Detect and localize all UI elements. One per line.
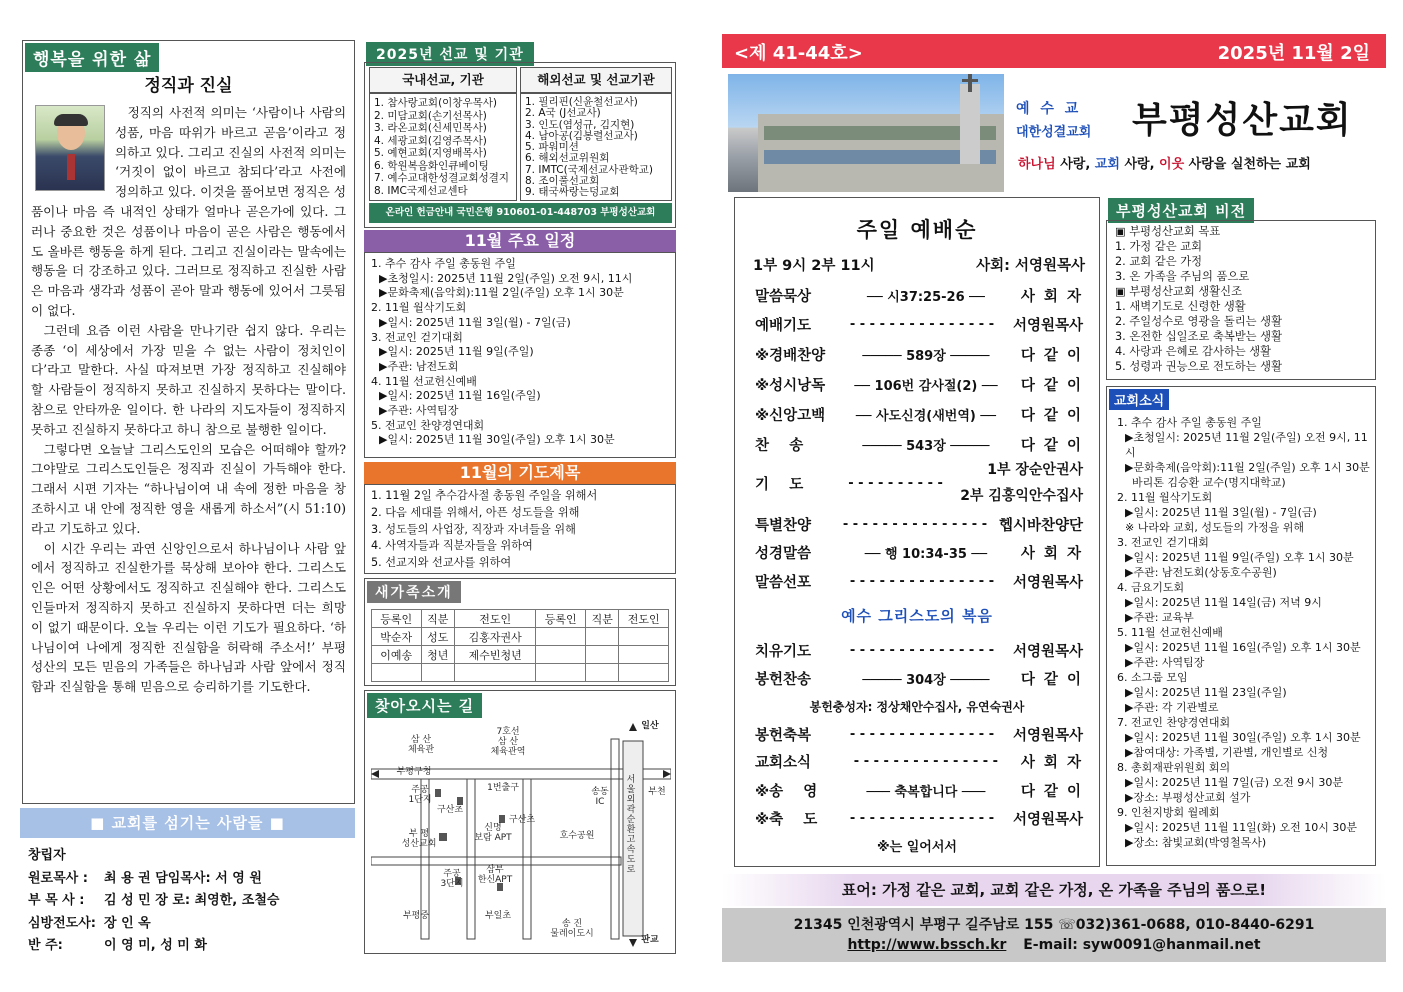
list-item: 1. 참사랑교회(이창우목사) [374, 97, 497, 109]
creed-header: ▣ 부평성산교회 생활신조 [1115, 285, 1242, 298]
essay-title: 정직과 진실 [144, 76, 233, 96]
map-label: 구산초 [508, 815, 536, 825]
offering-account: 온라인 헌금안내 국민은행 910601-01-448703 부평성산교회 [369, 203, 672, 223]
servant-row: 원로목사 : 최 용 권 담임목사: 서 영 원 [28, 870, 262, 886]
slogan-bar: 표어: 가정 같은 교회, 교회 같은 가정, 온 가족을 주님의 품으로! [722, 874, 1386, 906]
standing-note: ※는 일어서서 [877, 840, 957, 855]
map-label: 삼 산 체육관 [407, 735, 435, 755]
essay-paragraph: 그렇다면 오늘날 그리스도인의 모습은 어떠해야 할까? 그야말로 그리스도인들은 정직과 진실이 가득해야 한다. 그래서 시편 기자는 “하나님이여 내 속에 정한 마음을 창조하시고 내 안에 정직한 영을 새롭게 하소서”(시 51:10)라고 기도하고 있다. [31, 441, 346, 536]
list-item: 6. 학원복음화인큐베이팅 [374, 159, 489, 172]
list-item: 6. 해외선교위원회 [525, 152, 610, 165]
prayer-item: 5. 선교지와 선교사를 위하여 [371, 556, 512, 570]
list-item: 7. IMTC(국제선교사관학교) [525, 163, 653, 176]
creed-item: 2. 주일성수로 영광을 돌리는 생활 [1115, 315, 1283, 328]
news-item: 9. 인천지방회 월례회 [1117, 806, 1220, 819]
church-address: 21345 인천광역시 부평구 길주남로 155 ☏032)361-0688, 010-8440-6291 [793, 917, 1315, 933]
servant-row: 부 목 사 : 김 성 민 장 로: 최영한, 조철승 [28, 893, 280, 908]
worship-row: 봉헌찬송 ───── 304장 ───── 다 같 이 [755, 671, 1083, 688]
worship-row: ※신앙고백 ── 사도신경(새번역) ── 다 같 이 [755, 407, 1083, 424]
map-title: 찾아오시는 길 [367, 693, 482, 718]
table-header-row: 등록인 직분 전도인 등록인 직분 전도인 [372, 610, 669, 628]
essay-paragraph: 이 시간 우리는 과연 신앙인으로서 하나님이나 사람 앞에서 정직하고 진실한가를 묵상해 보아야 한다. 그리스도인은 어떤 상황에서도 정직하고 진실해야 한다. 그리스도인들마저 정직하지 못하고 진실하지 못하다면 더는 희망이 없기 때문이다. 오늘 우리는 이런 기도가 필요하다. ‘하나님이여 나에게 정직한 진실함을 허락해 주소서!’ 부평 성산의 모든 믿음의 가족들은 하나님과 사람 앞에서 정직함과 진실함을 통해 믿음으로 승리하기를 기도한다. [31, 540, 346, 695]
issue-number: <제 41-44호> [734, 43, 863, 64]
list-item: 7. 예수교대한성결교회성결지 [374, 172, 510, 184]
offering-note: 봉헌충성자: 정상채안수집사, 유연숙권사 [809, 700, 1025, 714]
goal-item: 3. 온 가족을 주님의 품으로 [1115, 270, 1250, 283]
table-row: 이예송 청년 제수빈청년 [372, 646, 669, 664]
newfamily-panel [364, 578, 676, 686]
servants-title: ■ 교회를 섬기는 사람들 ■ [20, 808, 355, 838]
creed-item: 1. 새벽기도로 신령한 생활 [1115, 300, 1246, 313]
map-label: 주공 3단지 [440, 869, 464, 889]
vision-panel [1106, 220, 1376, 380]
servant-row: 창립자 [28, 848, 66, 863]
essay-body [31, 103, 346, 697]
worship-row: 교회소식 - - - - - - - - - - - - - - - 사 회 자 [755, 753, 1083, 771]
list-item: 4. 남아공(김봉렬선교사) [525, 129, 638, 142]
essay-paragraph: 그런데 요즘 이런 사람을 만나기란 쉽지 않다. 우리는 종종 ‘이 세상에서 가장 믿을 수 없는 사람이 정치인이다’라고 말한다. 사실 따져보면 가장 정직하고 진실해야 할 사람들이 정직하지 못하고 진실하지 못하다는 말이다. 참으로 안타까운 일이다. 한 나라의 지도자들이 정직하지 못하고 진실하지 못하다고 하니 참으로 불행한 일이다. [31, 322, 346, 437]
table-row [372, 664, 669, 682]
map-label: 송동 IC [591, 787, 609, 807]
church-prefix-1: 예 수 교 [1016, 101, 1082, 117]
gospel-heading: 예수 그리스도의 복음 [841, 607, 993, 625]
goal-header: ▣ 부평성산교회 목표 [1115, 225, 1221, 238]
news-item: 7. 전교인 찬양경연대회 [1117, 716, 1231, 729]
prayer-item: 4. 사역자들과 직분자들을 위하여 [371, 539, 533, 553]
schedule-title: 11월 주요 일정 [364, 230, 676, 252]
news-item: 3. 전교인 걷기대회 [1117, 536, 1209, 549]
map-label: 부일초 [484, 911, 512, 921]
prayer-item: 2. 다음 세대를 위해서, 아픈 성도들을 위해 [371, 505, 580, 519]
goal-item: 2. 교회 같은 가정 [1115, 255, 1203, 268]
motto-part: 하나님 [1018, 157, 1056, 172]
worship-row: 예배기도 - - - - - - - - - - - - - - - 서영원목사 [755, 316, 1083, 334]
list-item: 3. 라온교회(신세민목사) [374, 122, 487, 134]
schedule-panel: 1. 추수 감사 주일 총동원 주일 ▶초청일시: 2025년 11월 2일(주일) 오전 9시, 11시 ▶문화축제(음악회):11월 2일(주일) 오후 1시 30분 2. 11월 월삭기도회 ▶일시: 2025년 11월 3일(월) - 7일(금) 3. 전교인 걷기대회 ▶일시: 2025년 11월 9일(주일) ▶주관: 남전도회 4. 11월 선교헌신예배 ▶일시: 2025년 11월 16일(주일) ▶주관: 사역팀장 5. 전교인 찬양경연대회 ▶일시: 2025년 11월 30일(주일) 오후 1시 30분 [364, 252, 676, 458]
schedule-item: 3. 전교인 걷기대회 [371, 330, 463, 344]
list-item: 5. 예현교회(지영배목사) [374, 147, 487, 159]
prayer-item: 1. 11월 2일 추수감사절 총동원 주일을 위해서 [371, 489, 598, 502]
servant-row: 심방전도사: 장 인 옥 [28, 915, 151, 931]
bulletin-header-bar [722, 34, 1386, 68]
schedule-item: 4. 11월 선교헌신예배 [371, 374, 477, 388]
worship-time: 1부 9시 2부 11시 [753, 258, 875, 274]
map-label: 서울 외곽 순환 고속도로 [626, 775, 636, 875]
prayer-item: 3. 성도들의 사업장, 직장과 자녀들을 위해 [371, 522, 576, 536]
servants-list [28, 845, 358, 958]
map-label: 1번출구 [487, 783, 519, 793]
vision-title: 부평성산교회 비전 [1108, 198, 1254, 223]
worship-row: ※송 영 ─── 축복합니다 ─── 다 같 이 [755, 783, 1083, 800]
table-row: 박순자 성도 김홍자권사 [372, 628, 669, 646]
map-label: 부평중 [402, 911, 430, 921]
worship-presider: 사회: 서영원목사 [976, 258, 1085, 274]
newfamily-title: 새가족소개 [367, 581, 461, 603]
news-list: 1. 추수 감사 주일 총동원 주일 ▶초청일시: 2025년 11월 2일(주일) 오전 9시, 11시 ▶문화축제(음악회):11월 2일(주일) 오후 1시 30분 바리톤 김승환 교수(명지대학교) 2. 11월 월삭기도회 ▶일시: 2025년 11월 3일(월) - 7일(금) ※ 나라와 교회, 성도들의 가정을 위해 3. 전교인 걷기대회 ▶일시: 2025년 11월 9일(주일) 오후 1시 30분 ▶주관: 남전도회(상동호수공원) 4. 금요기도회 ▶일시: 2025년 11월 14일(금) 저녁 9시 ▶주관: 교육부 5. 11월 선교헌신예배 ▶일시: 2025년 11월 16일(주일) 오후 1시 30분 ▶주관: 사역팀장 6. 소그룹 모임 ▶일시: 2025년 11월 23일(주일) ▶주관: 각 기관별로 7. 전교인 찬양경연대회 ▶일시: 2025년 11월 30일(주일) 오후 1시 30분 ▶참여대상: 가족별, 기관별, 개인별로 신청 8. 총회재판위원회 회의 ▶일시: 2025년 11월 7일(금) 오전 9시 30분 ▶장소: 부평성산교회 설가 9. 인천지방회 월례회 ▶일시: 2025년 11월 11일(화) 오전 10시 30분 ▶장소: 참빛교회(박영철목사) [1117, 415, 1375, 850]
motto-part: 사랑, [1119, 157, 1160, 172]
map-label: 판교 [641, 935, 659, 945]
map-label: 7호선 삼 산 체육관역 [490, 727, 526, 757]
creed-item: 3. 온전한 십일조로 축복받는 생활 [1115, 330, 1283, 343]
section-title: 행복을 위한 삶 [25, 43, 159, 72]
worship-row: 특별찬양 - - - - - - - - - - - - - - - 헵시바찬양단 [755, 516, 1083, 534]
email-text[interactable]: E-mail: syw0091@hanmail.net [1023, 937, 1261, 953]
schedule-item: 5. 전교인 찬양경연대회 [371, 418, 485, 432]
map-label: 삼부 한신APT [477, 865, 513, 885]
essay-panel [22, 40, 355, 804]
worship-panel [734, 197, 1100, 867]
issue-date: 2025년 11월 2일 [1217, 43, 1370, 64]
mission-title: 2025년 선교 및 기관 [366, 42, 534, 66]
map-label: 호수공원 [559, 831, 595, 841]
motto-part: 사랑을 실천하는 교회 [1184, 157, 1311, 172]
creed-item: 4. 사랑과 은혜로 감사하는 생활 [1115, 345, 1272, 358]
mission-panel [364, 62, 676, 228]
schedule-item: 2. 11월 월삭기도회 [371, 301, 467, 315]
list-item: 8. IMC국제선교센타 [374, 184, 468, 197]
worship-row: ※경배찬양 ───── 589장 ───── 다 같 이 [755, 347, 1083, 364]
contact-bar [722, 908, 1386, 962]
map-panel [364, 690, 676, 954]
map-label: 구산초 [436, 805, 464, 815]
prayer-title: 11월의 기도제목 [364, 462, 676, 484]
map-label: 송 진 물레이도시 [550, 919, 594, 939]
worship-row: 치유기도 - - - - - - - - - - - - - - - 서영원목사 [755, 642, 1083, 660]
domestic-header: 국내선교, 기관 [369, 67, 517, 93]
worship-row: 봉헌축복 - - - - - - - - - - - - - - - 서영원목사 [755, 726, 1083, 744]
goal-item: 1. 가정 같은 교회 [1115, 240, 1203, 253]
news-item: 1. 추수 감사 주일 총동원 주일 [1117, 416, 1262, 429]
map-label: 부천 [648, 787, 666, 797]
worship-row: 말씀선포 - - - - - - - - - - - - - - - 서영원목사 [755, 573, 1083, 591]
worship-row: 찬 송 ───── 543장 ───── 다 같 이 [755, 437, 1083, 454]
overseas-header: 해외선교 및 선교기관 [520, 67, 672, 93]
news-item: 6. 소그룹 모임 [1117, 671, 1188, 684]
church-prefix-2: 대한성결교회 [1016, 125, 1092, 140]
worship-row: 성경말씀 ── 행 10:34-35 ── 사 회 자 [755, 545, 1083, 562]
news-item: 2. 11월 월삭기도회 [1117, 491, 1213, 504]
servant-row: 반 주: 이 영 미, 성 미 화 [28, 938, 207, 953]
list-item: 2. A국 (J선교사) [525, 107, 601, 120]
map-label: 부평구청 [396, 767, 432, 777]
list-item: 5. 파워미션 [525, 141, 579, 154]
overseas-list [520, 93, 672, 201]
newfamily-table [371, 609, 669, 682]
church-name: 부평성산교회 [1132, 99, 1353, 141]
church-photo [728, 74, 1004, 192]
worship-row: ※성시낭독 ── 106번 감사절(2) ── 다 같 이 [755, 377, 1083, 394]
worship-row: 말씀묵상 ── 시37:25-26 ── 사 회 자 [755, 288, 1083, 305]
news-item: 8. 총회재판위원회 회의 [1117, 761, 1231, 774]
news-panel [1106, 386, 1376, 866]
prayer-panel [364, 484, 676, 574]
church-motto [1018, 153, 1311, 172]
schedule-item: 1. 추수 감사 주일 총동원 주일 [371, 257, 516, 270]
list-item: 9. 태국싸랑는덩교회 [525, 186, 620, 199]
news-item: 5. 11월 선교헌신예배 [1117, 626, 1223, 639]
worship-row: 기 도 - - - - - - - - - - 1부 장순안권사 2부 김홍익안수집사 [755, 462, 1083, 504]
news-item: 4. 금요기도회 [1117, 581, 1185, 594]
map-label: 부 평 성산교회 [401, 829, 437, 849]
map-label: 주공 1단지 [408, 785, 432, 805]
worship-row: ※축 도 - - - - - - - - - - - - - - - 서영원목사 [755, 810, 1083, 828]
list-item: 2. 미담교회(손기선목사) [374, 109, 487, 122]
map-label: 신명 보람 APT [474, 823, 512, 843]
domestic-list [369, 93, 517, 201]
list-item: 3. 인도(염성규, 김지현) [525, 118, 635, 131]
motto-part: 사랑, [1055, 157, 1095, 172]
motto-part: 교회 [1094, 157, 1120, 172]
list-item: 4. 세광교회(김영주목사) [374, 134, 487, 147]
map-label: 일산 [641, 721, 659, 731]
creed-item: 5. 성령과 권능으로 전도하는 생활 [1115, 360, 1283, 373]
list-item: 1. 필리핀(신윤철선교사) [525, 96, 638, 108]
news-title: 교회소식 [1109, 389, 1169, 410]
essay-paragraph: 정직의 사전적 의미는 ‘사람이나 사람의 성품, 마음 따위가 바르고 곧음’이라고 정의하고 있다. 그리고 진실의 사전적 의미는 ‘거짓이 없이 바르고 참되다’라고 사전에 정의하고 있다. 이것을 풀어보면 정직은 성품이나 마음 즉 내적인 상태가 얼마나 곧은가에 있다. 그러나 중요한 것은 성품이나 마음이 곧은 사람은 행동에서도 올바른 행동을 하게 된다. 그리고 진실이라는 말속에는 행동을 더 강조하고 있다. 그러므로 정직하고 진실한 사람은 마음과 생각과 성품이 곧아 말과 행동에 있어서 그릇됨이 없다. [31, 105, 346, 318]
worship-title: 주일 예배순 [856, 218, 978, 242]
motto-part: 이웃 [1159, 157, 1185, 172]
website-link[interactable]: http://www.bssch.kr [847, 937, 1007, 953]
list-item: 8. 조이풀선교회 [525, 175, 600, 188]
